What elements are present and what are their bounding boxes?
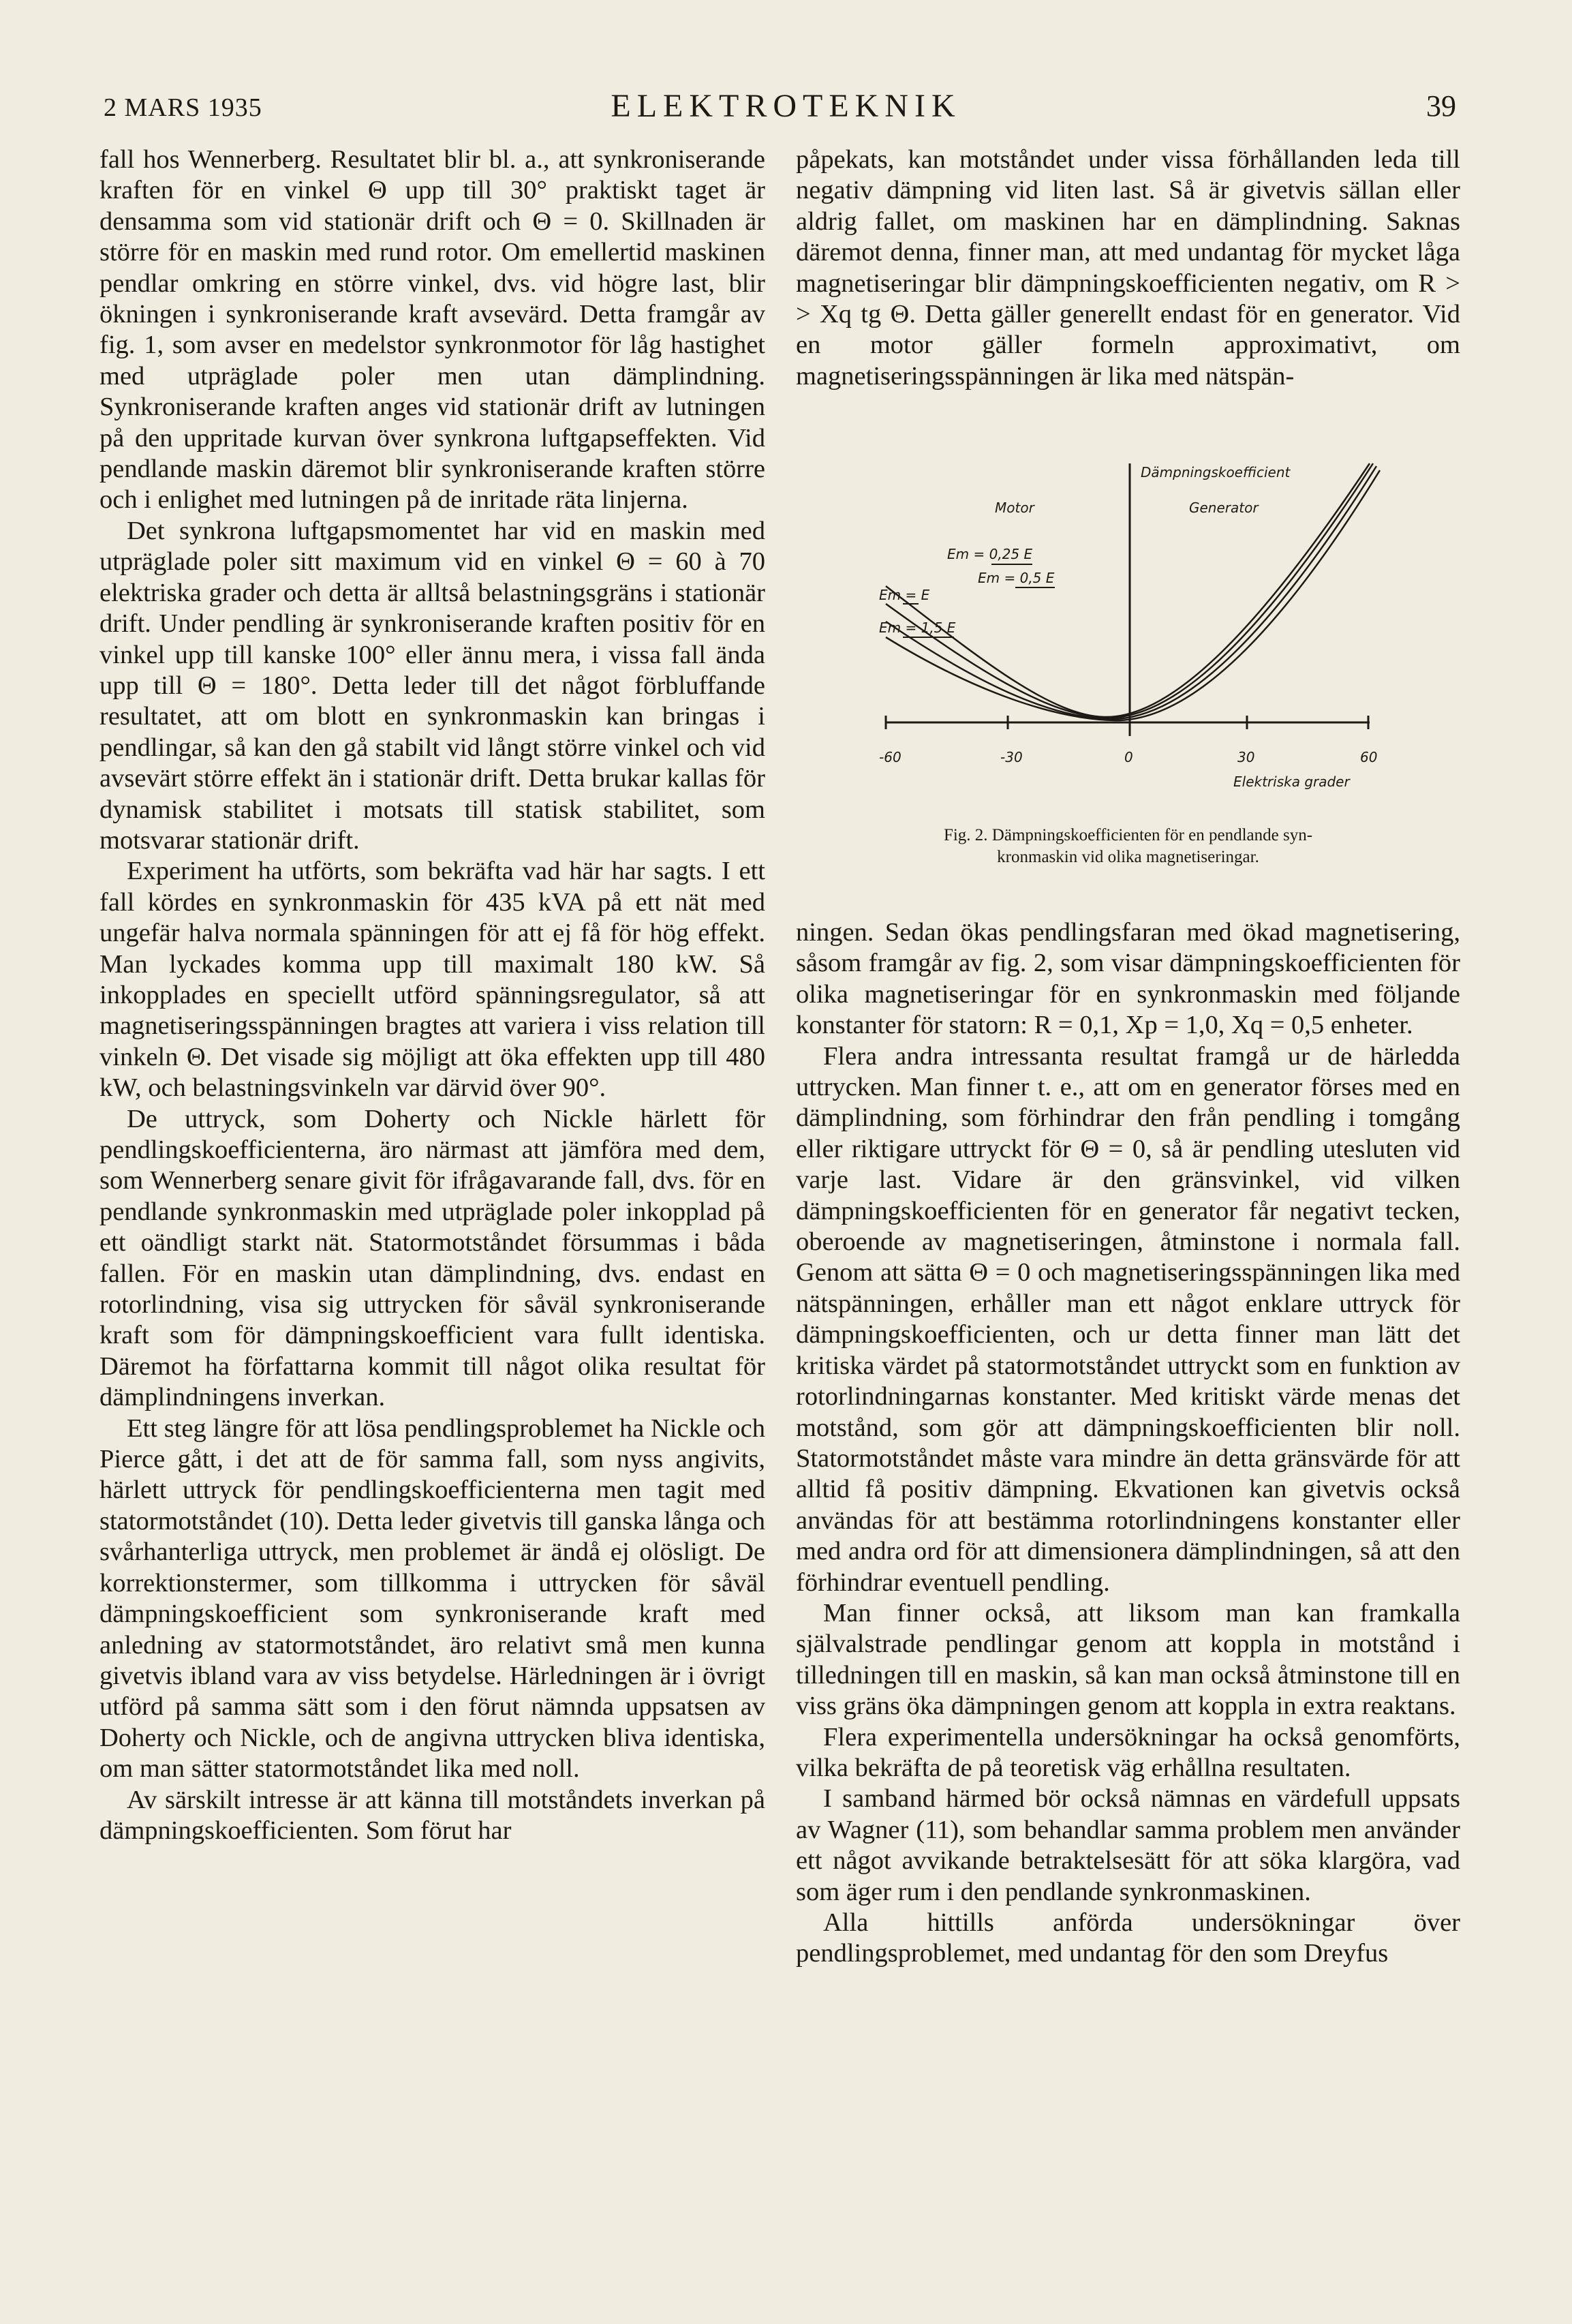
damping-curves — [886, 463, 1380, 720]
caption-line-1: Fig. 2. Dämpningskoefficienten för en pendlande syn- — [943, 826, 1313, 844]
paragraph: I samband härmed bör också nämnas en värdefull uppsats av Wagner (11), som behandlar samma problem men använder ett något avvikande betraktelsesätt för att söka klargöra, vad som äger rum i den pendlande synkronmaskinen. — [796, 1784, 1460, 1906]
journal-title: ELEKTROTEKNIK — [611, 88, 961, 124]
label-em-1: Em = E — [879, 587, 930, 603]
figure-caption — [796, 825, 1460, 868]
label-damping-coefficient: Dämpningskoefficient — [1141, 464, 1291, 480]
paragraph: Experiment ha utförts, som bekräfta vad här har sagts. I ett fall kördes en synkronmaskin för 435 kVA på ett nät med ungefär halva normala spänningen för att ej få för hög effekt. Man lyckades komma upp till maximalt 180 kW. Så inkopplades en speciellt utförd spänningsregulator, så att magnetiseringsspänningen bragtes att variera i viss relation till vinkeln Θ. Det visade sig möjligt att öka effekten upp till 480 kW, och belastningsvinkeln var därvid över 90°. — [99, 857, 765, 1103]
curve-em-15 — [886, 470, 1380, 720]
left-column — [99, 144, 765, 1846]
paragraph: De uttryck, som Doherty och Nickle härlett för pendlingskoefficienterna, äro närmast att jämföra med dem, som Wennerberg senare givit för ifrågavarande fall, dvs. för en pendlande synkronmaskin med utpräglade poler inkopplad på ett oändligt starkt nät. Statormotståndet försummas i båda fallen. För en maskin utan dämplindning, dvs. endast en rotorlindning, visa sig uttrycken för såväl synkroniserande kraft som för dämpningskoefficient vara fullt identiska. Däremot ha författarna kommit till något olika resultat för dämplindningens inverkan. — [99, 1104, 765, 1412]
tick-label-neg60: -60 — [879, 749, 901, 765]
paragraph: påpekats, kan motståndet under vissa förhållanden leda till negativ dämpning vid liten last. Så är givetvis sällan eller aldrig fallet, om maskinen har en dämplindning. Saknas däremot denna, finner man, att med undantag för mycket låga magnetiseringar blir dämpningskoefficienten negativ, om R > > Xq tg Θ. Detta gäller generellt endast för en generator. Vid en motor gäller formeln approximativt, om magnetiseringsspänningen är lika med nätspän- — [796, 145, 1460, 391]
label-em-05: Em = 0,5 E — [978, 570, 1055, 586]
paragraph: Alla hittills anförda undersökningar över pendlingsproblemet, med undantag för den som Dreyfus — [796, 1908, 1460, 1968]
caption-line-2: kronmaskin vid olika magnetiseringar. — [997, 848, 1259, 866]
label-em-025: Em = 0,25 E — [947, 546, 1033, 562]
paragraph: Man finner också, att liksom man kan framkalla självalstrade pendlingar genom att koppla in motstånd i tilledningen till en maskin, så kan man också åtminstone till en viss gräns öka dämpningen genom att koppla in extra reaktans. — [796, 1598, 1460, 1721]
paragraph: Flera experimentella undersökningar ha också genomförts, vilka bekräfta de på teoretisk väg erhållna resultaten. — [796, 1722, 1460, 1782]
paragraph: Flera andra intressanta resultat framgå ur de härledda uttrycken. Man finner t. e., att om en generator förses med en dämplindning, som förhindrar den från pendling i tomgång eller riktigare uttryckt för Θ = 0, så är pendling utesluten vid varje last. Vidare är den gränsvinkel, vid vilken dämpningskoefficienten för en generator får negativt tecken, oberoende av magnetiseringen, åtminstone i normala fall. Genom att sätta Θ = 0 och magnetiseringsspänningen lika med nätspänningen, erhåller man ett något enklare uttryck för dämpningskoefficienten, och ur detta finner man lätt det kritiska värdet på statormotståndet uttryckt som en funktion av rotorlindningarnas konstanter. Med kritiskt värde menas det motstånd, som gör att dämpningskoefficienten blir noll. Statormotståndet måste vara mindre än detta gränsvärde för att alltid få positiv dämpning. Ekvationen kan givetvis också användas för att bestämma rotorlindningens konstanter eller med andra ord för att dimensionera dämplindningen, så att den förhindrar eventuell pendling. — [796, 1041, 1460, 1597]
page-header — [0, 80, 1572, 142]
right-column-top — [796, 144, 1460, 392]
paragraph: fall hos Wennerberg. Resultatet blir bl. a., att synkroniserande kraften för en vinkel Θ upp till 30° praktiskt taget är densamma som vid stationär drift och Θ = 0. Skillnaden är större för en maskin med rund rotor. Om emellertid maskinen pendlar omkring en större vinkel, dvs. vid högre last, blir ökningen i synkroniserande kraft avsevärd. Detta framgår av fig. 1, som avser en medelstor synkronmotor för låg hastighet med utpräglade poler men utan dämplindning. Synkroniserande kraften anges vid stationär drift av lutningen på den uppritade kurvan över synkrona luftgapseffekten. Vid pendlande maskin däremot blir synkroniserande kraften större och i enlighet med lutningen på de inritade räta linjerna. — [99, 145, 765, 515]
paragraph: ningen. Sedan ökas pendlingsfaran med ökad magnetisering, såsom framgår av fig. 2, som visar dämpningskoefficienten för olika magnetiseringar för en synkronmaskin med följande konstanter för statorn: R = 0,1, Xp = 1,0, Xq = 0,5 enheter. — [796, 918, 1460, 1040]
paragraph: Ett steg längre för att lösa pendlingsproblemet ha Nickle och Pierce gått, i det att de för samma fall, som nyss angivits, härlett uttryck för pendlingskoefficienterna men tagit med statormotståndet (10). Detta leder givetvis till ganska långa och svårhanterliga uttryck, men problemet är ändå ej olösligt. De korrektionstermer, som tillkomma i uttrycken för såväl dämpningskoefficient som synkroniserande kraft med anledning av statormotståndet, äro relativt små men kunna givetvis ibland vara av viss betydelse. Härledningen är i övrigt utförd på samma sätt som i den förut nämnda uppsatsen av Doherty och Nickle, och de angivna uttrycken bliva identiska, om man sätter statormotståndet lika med noll. — [99, 1413, 765, 1784]
tick-label-0: 0 — [1124, 749, 1133, 765]
label-em-15: Em = 1,5 E — [879, 620, 956, 636]
paragraph: Av särskilt intresse är att känna till motståndets inverkan på dämpningskoefficienten. Som förut har — [99, 1785, 765, 1845]
figure-damping-chart — [879, 450, 1397, 872]
label-xaxis: Elektriska grader — [1233, 774, 1350, 790]
label-motor: Motor — [995, 500, 1034, 516]
tick-label-30: 30 — [1237, 749, 1255, 765]
page-number: 39 — [1426, 89, 1456, 123]
issue-date: 2 MARS 1935 — [104, 93, 262, 122]
label-generator: Generator — [1189, 500, 1259, 516]
damping-diagram — [879, 450, 1397, 804]
tick-label-neg30: -30 — [1000, 749, 1023, 765]
paragraph: Det synkrona luftgapsmomentet har vid en maskin med utpräglade poler sitt maximum vid en vinkel Θ = 60 à 70 elektriska grader och detta är alltså belastningsgräns i stationär drift. Under pendling är synkroniserande kraften positiv för en vinkel upp till kanske 100° eller ännu mera, i vissa fall ända upp till Θ = 180°. Detta leder till det något förbluffande resultatet, att om blott en synkronmaskin kan bringas i pendlingar, så kan den gå stabilt vid långt större vinkel och vid avsevärt större effekt än i stationär drift. Detta brukar kallas för dynamisk stabilitet i motsats till statisk stabilitet, som motsvarar stationär drift. — [99, 516, 765, 855]
right-column-bottom — [796, 917, 1460, 1970]
curve-em-1 — [886, 466, 1376, 719]
tick-label-60: 60 — [1360, 749, 1378, 765]
